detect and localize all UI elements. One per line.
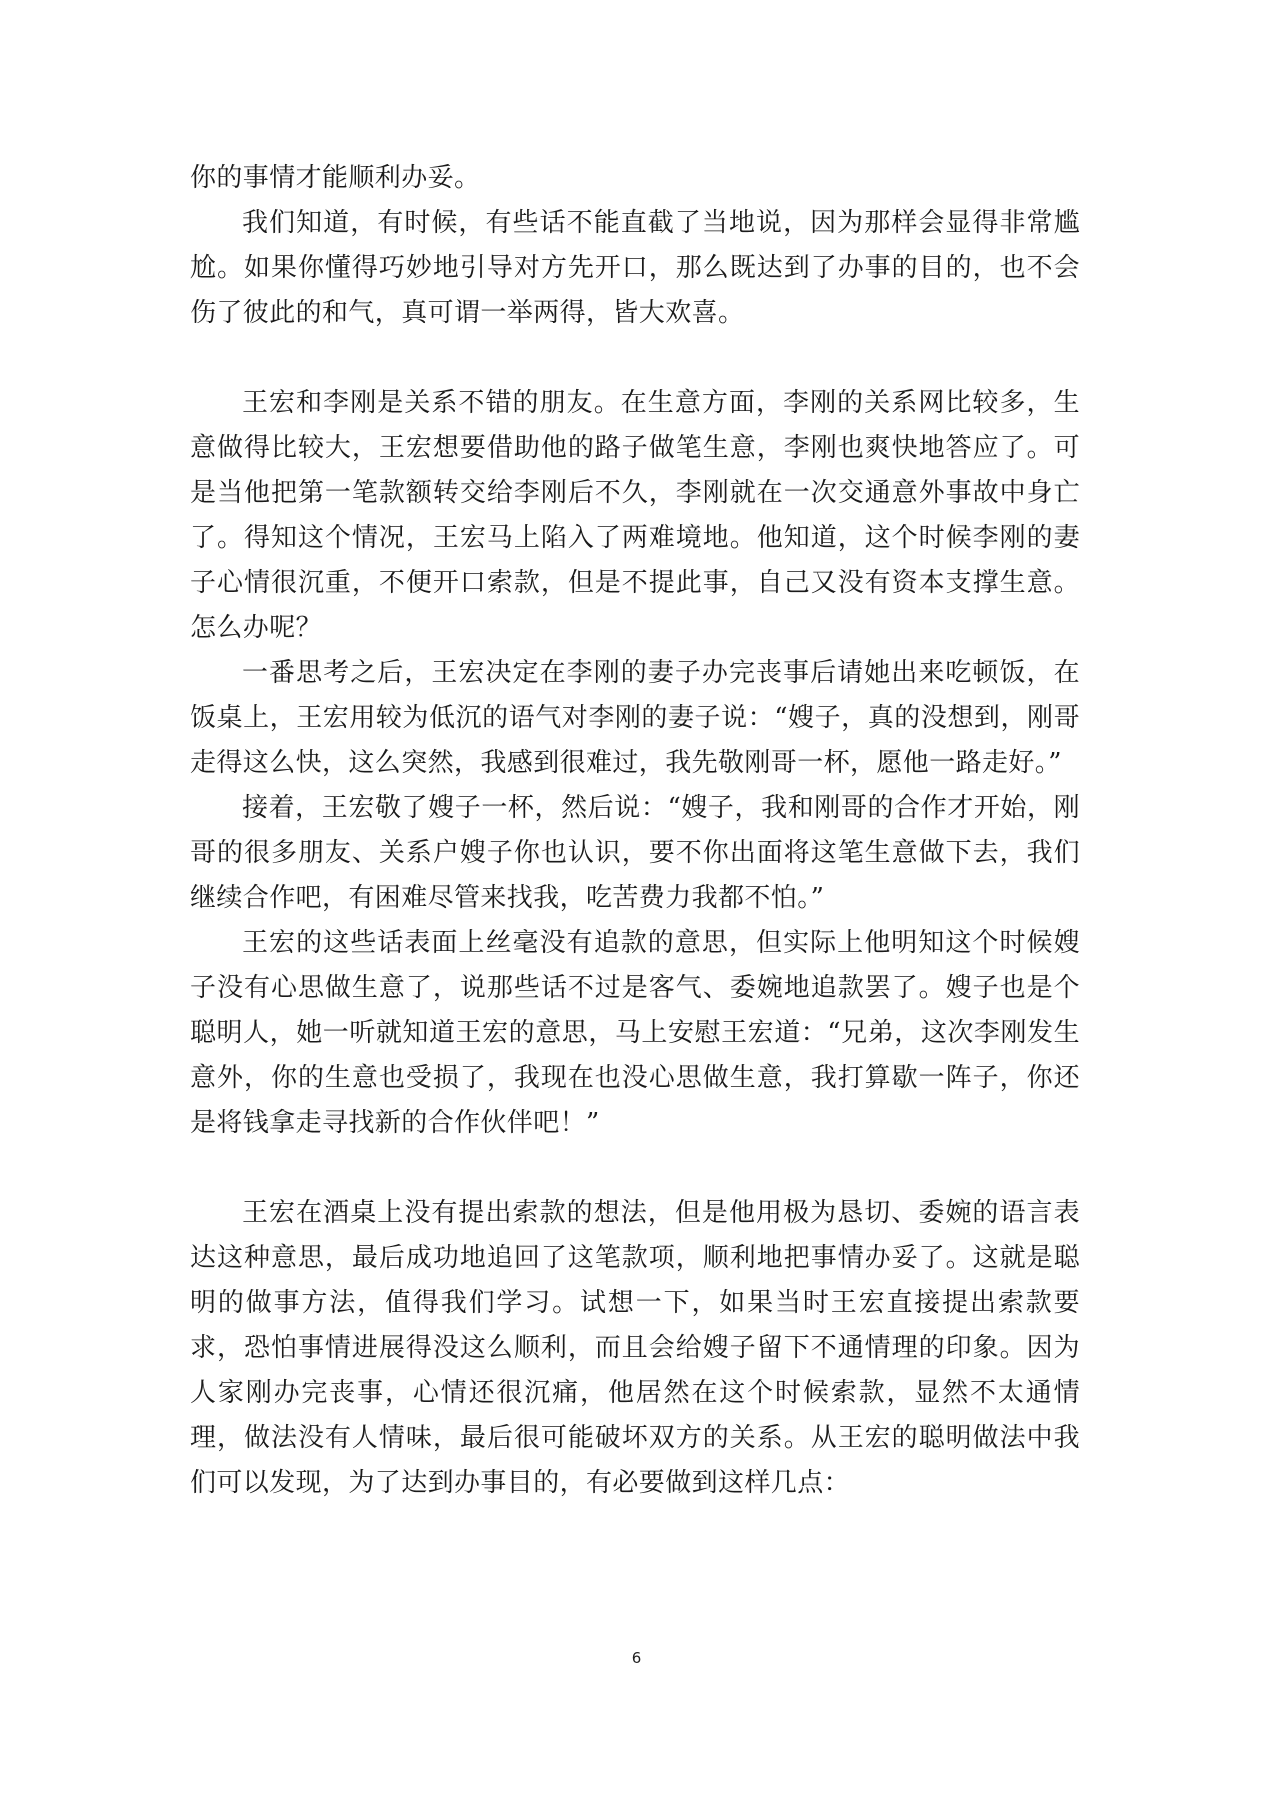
- paragraph-gap: [190, 1146, 1080, 1191]
- paragraph-gap: [190, 336, 1080, 381]
- paragraph-4: 一番思考之后，王宏决定在李刚的妻子办完丧事后请她出来吃顿饭，在饭桌上，王宏用较为低沉的语气对李刚的妻子说：“嫂子，真的没想到，刚哥走得这么快，这么突然，我感到很难过，我先敬刚哥一杯，愿他一路走好。”: [190, 658, 1080, 778]
- paragraph-5: 接着，王宏敬了嫂子一杯，然后说：“嫂子，我和刚哥的合作才开始，刚哥的很多朋友、关系户嫂子你也认识，要不你出面将这笔生意做下去，我们继续合作吧，有困难尽管来找我，吃苦费力我都不怕。”: [190, 793, 1080, 913]
- paragraph-1: 你的事情才能顺利办妥。: [190, 163, 481, 193]
- page-number: 6: [631, 1649, 642, 1667]
- paragraph-6: 王宏的这些话表面上丝毫没有追款的意思，但实际上他明知这个时候嫂子没有心思做生意了，说那些话不过是客气、委婉地追款罢了。嫂子也是个聪明人，她一听就知道王宏的意思，马上安慰王宏道：“兄弟，这次李刚发生意外，你的生意也受损了，我现在也没心思做生意，我打算歇一阵子，你还是将钱拿走寻找新的合作伙伴吧！”: [190, 928, 1080, 1138]
- document-body: [190, 156, 1080, 1506]
- paragraph-3: 王宏和李刚是关系不错的朋友。在生意方面，李刚的关系网比较多，生意做得比较大，王宏想要借助他的路子做笔生意，李刚也爽快地答应了。可是当他把第一笔款额转交给李刚后不久，李刚就在一次交通意外事故中身亡了。得知这个情况，王宏马上陷入了两难境地。他知道，这个时候李刚的妻子心情很沉重，不便开口索款，但是不提此事，自己又没有资本支撑生意。怎么办呢？: [190, 388, 1080, 643]
- paragraph-2: 我们知道，有时候，有些话不能直截了当地说，因为那样会显得非常尴尬。如果你懂得巧妙地引导对方先开口，那么既达到了办事的目的，也不会伤了彼此的和气，真可谓一举两得，皆大欢喜。: [190, 208, 1080, 328]
- paragraph-7: 王宏在酒桌上没有提出索款的想法，但是他用极为恳切、委婉的语言表达这种意思，最后成功地追回了这笔款项，顺利地把事情办妥了。这就是聪明的做事方法，值得我们学习。试想一下，如果当时王宏直接提出索款要求，恐怕事情进展得没这么顺利，而且会给嫂子留下不通情理的印象。因为人家刚办完丧事，心情还很沉痛，他居然在这个时候索款，显然不太通情理，做法没有人情味，最后很可能破坏双方的关系。从王宏的聪明做法中我们可以发现，为了达到办事目的，有必要做到这样几点：: [190, 1198, 1080, 1498]
